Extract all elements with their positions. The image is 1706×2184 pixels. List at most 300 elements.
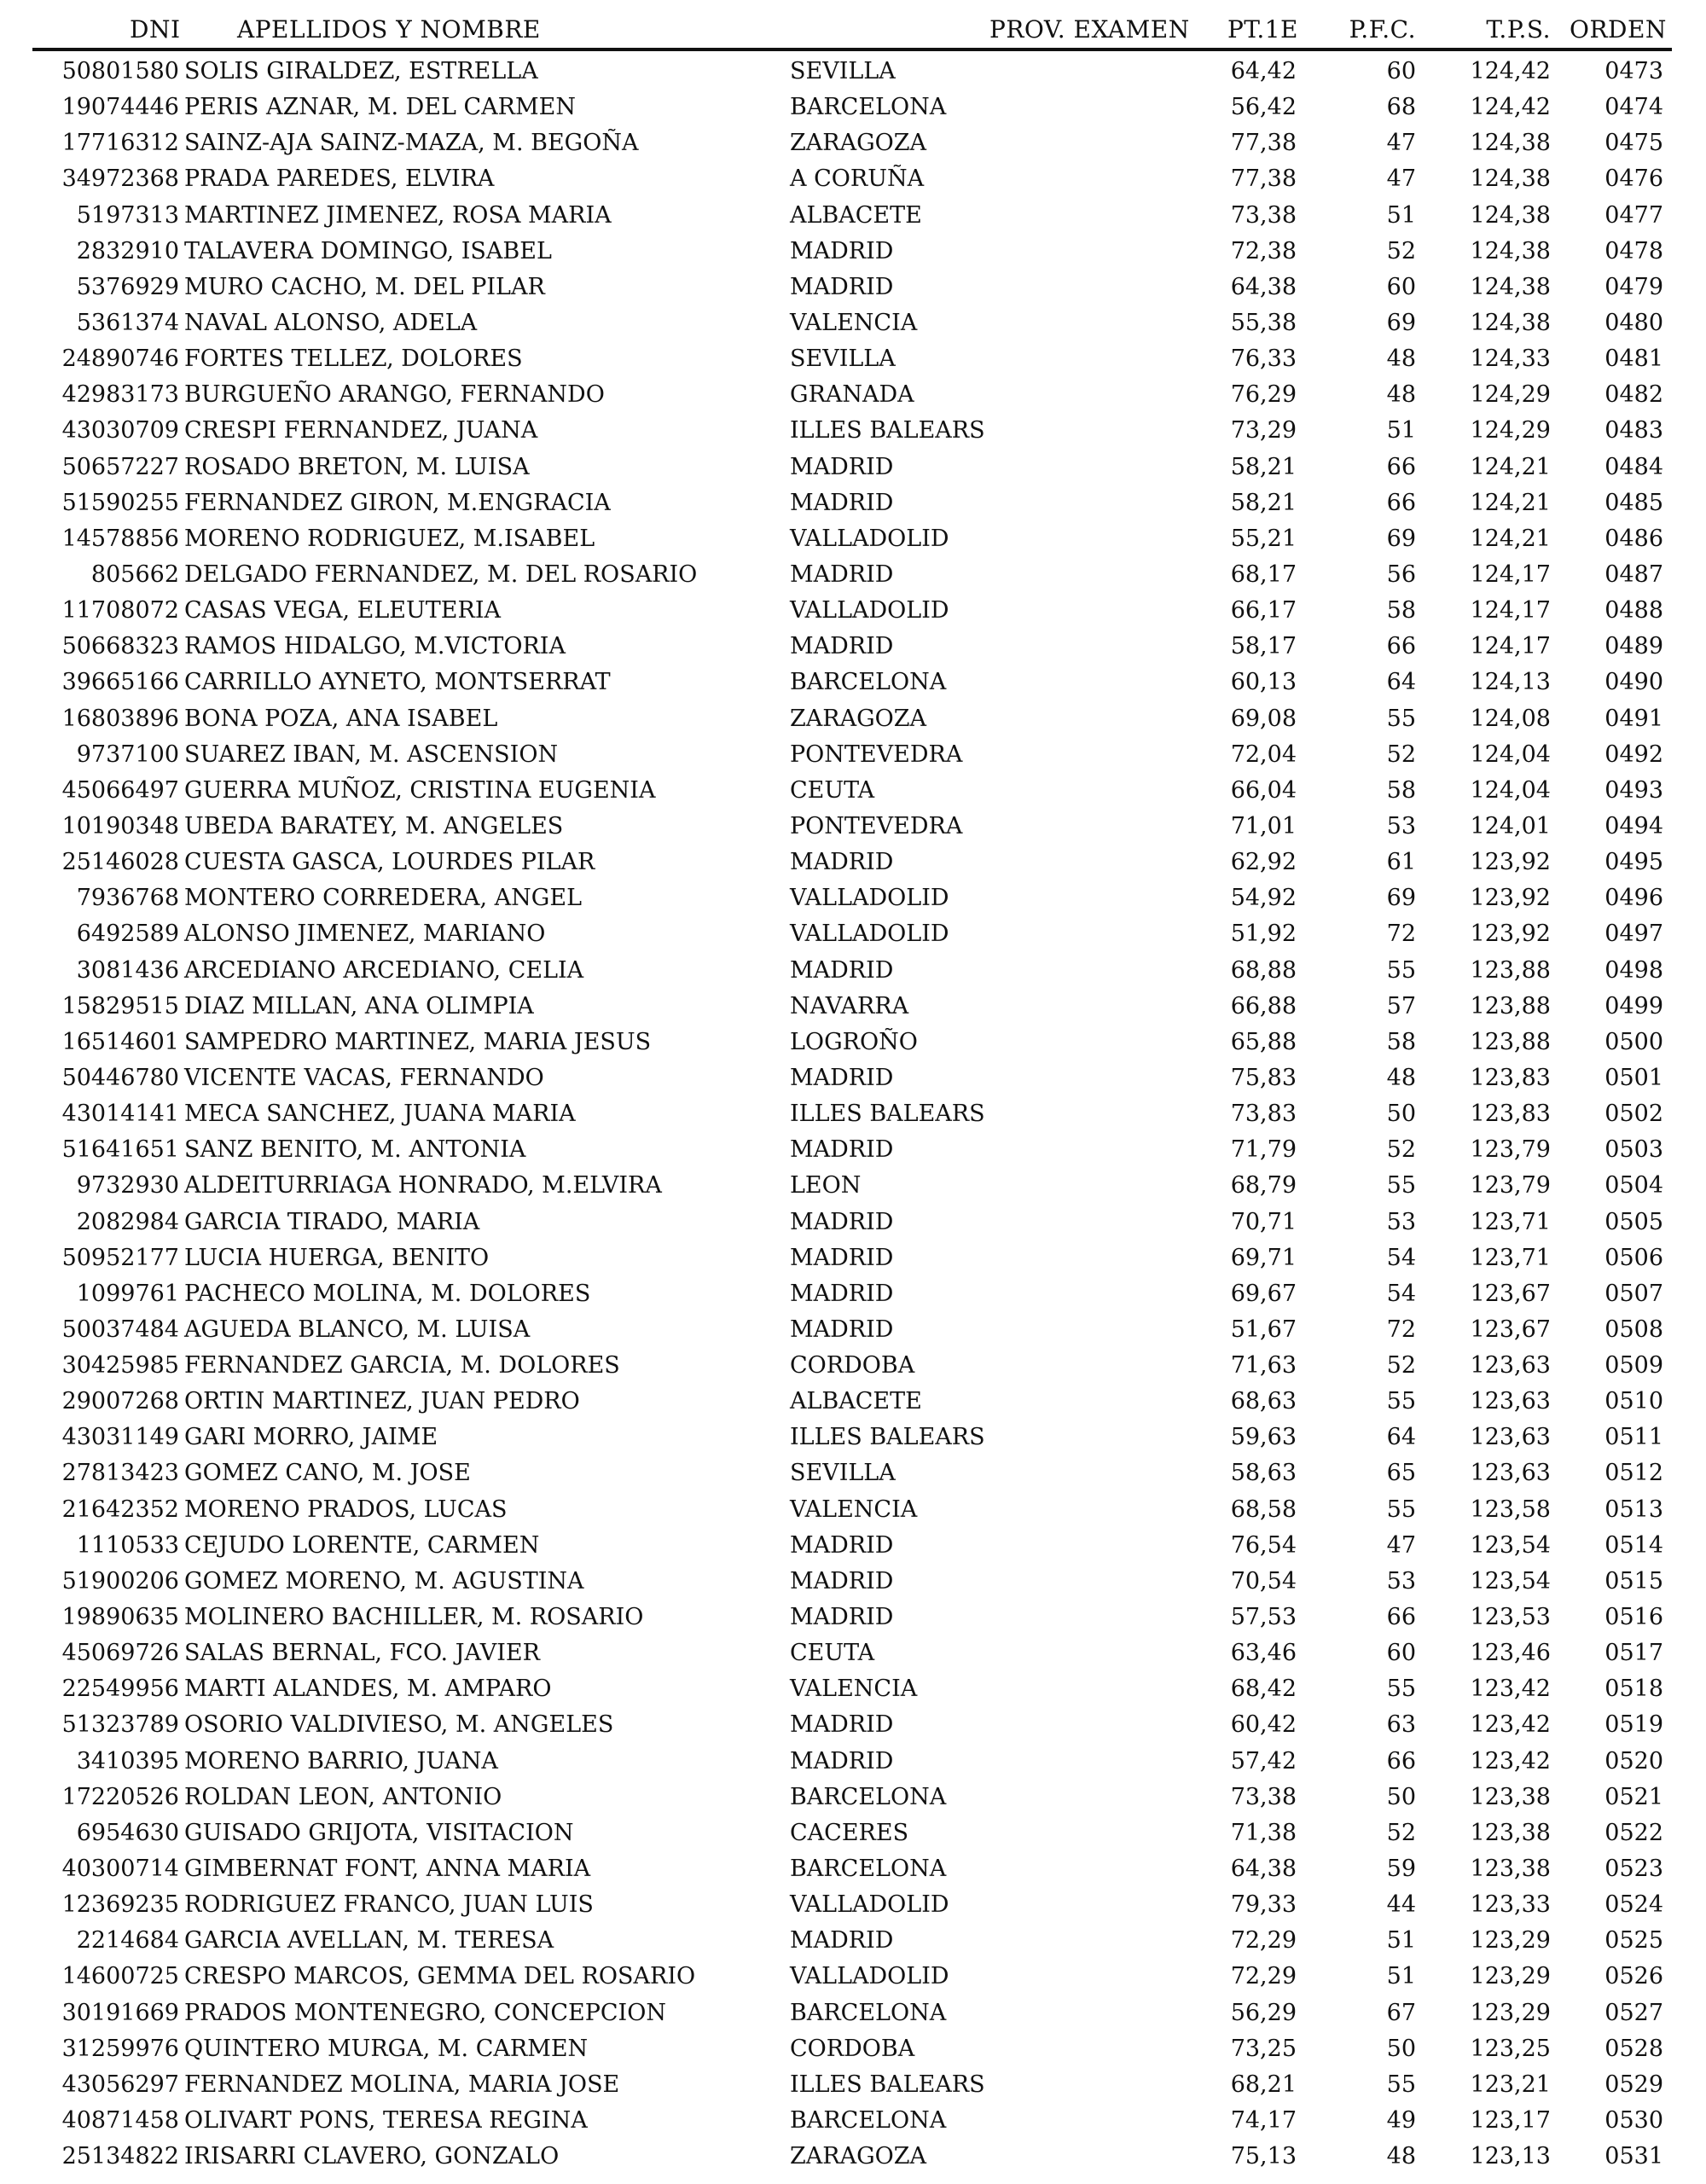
- row-pfc: 47: [1386, 166, 1416, 193]
- row-dni: 34972368: [61, 166, 179, 193]
- row-name: MORENO PRADOS, LUCAS: [184, 1496, 508, 1523]
- row-prov-examen: MADRID: [790, 1244, 894, 1271]
- row-pt1e: 68,21: [1230, 2071, 1297, 2098]
- row-pfc: 58: [1386, 597, 1416, 624]
- row-pt1e: 74,17: [1230, 2107, 1297, 2135]
- table-row: [0, 161, 1706, 197]
- table-row: [0, 54, 1706, 90]
- row-orden: 0510: [1604, 1388, 1663, 1415]
- table-row: [0, 2031, 1706, 2067]
- row-pfc: 69: [1386, 309, 1416, 336]
- row-dni: 5376929: [76, 273, 179, 300]
- row-dni: 2214684: [76, 1927, 179, 1955]
- row-dni: 50446780: [61, 1064, 179, 1091]
- row-prov-examen: VALLADOLID: [790, 525, 949, 552]
- row-pfc: 48: [1386, 381, 1416, 409]
- row-name: DIAZ MILLAN, ANA OLIMPIA: [184, 992, 534, 1019]
- row-tps: 124,17: [1470, 633, 1551, 660]
- row-pfc: 66: [1386, 1604, 1416, 1631]
- row-tps: 123,71: [1470, 1244, 1551, 1271]
- row-prov-examen: VALENCIA: [790, 1496, 918, 1523]
- row-tps: 124,38: [1470, 309, 1551, 336]
- row-pt1e: 58,63: [1230, 1460, 1297, 1487]
- table-row: [0, 1887, 1706, 1923]
- row-pfc: 50: [1386, 1101, 1416, 1128]
- row-orden: 0525: [1604, 1927, 1663, 1955]
- row-pt1e: 73,83: [1230, 1101, 1297, 1128]
- row-dni: 24890746: [61, 346, 179, 373]
- row-pfc: 48: [1386, 2143, 1416, 2170]
- table-row: [0, 665, 1706, 700]
- row-pt1e: 51,92: [1230, 921, 1297, 948]
- row-name: CEJUDO LORENTE, CARMEN: [184, 1531, 540, 1559]
- row-prov-examen: VALLADOLID: [790, 597, 949, 624]
- row-orden: 0509: [1604, 1352, 1663, 1380]
- row-name: MARTINEZ JIMENEZ, ROSA MARIA: [184, 201, 612, 229]
- row-orden: 0489: [1604, 633, 1663, 660]
- row-prov-examen: MADRID: [790, 1064, 894, 1091]
- table-row: [0, 1995, 1706, 2031]
- row-prov-examen: CACERES: [790, 1819, 909, 1846]
- row-prov-examen: NAVARRA: [790, 992, 909, 1019]
- table-row: [0, 773, 1706, 809]
- row-pt1e: 73,38: [1230, 201, 1297, 229]
- row-pt1e: 77,38: [1230, 130, 1297, 157]
- row-name: GARCIA TIRADO, MARIA: [184, 1208, 480, 1235]
- row-orden: 0482: [1604, 381, 1663, 409]
- row-prov-examen: BARCELONA: [790, 1783, 947, 1810]
- row-orden: 0477: [1604, 201, 1663, 229]
- row-pt1e: 76,33: [1230, 346, 1297, 373]
- row-prov-examen: MADRID: [790, 561, 894, 588]
- row-tps: 123,54: [1470, 1567, 1551, 1594]
- row-tps: 123,63: [1470, 1424, 1551, 1451]
- row-tps: 123,58: [1470, 1496, 1551, 1523]
- row-pt1e: 72,29: [1230, 1927, 1297, 1955]
- row-name: ARCEDIANO ARCEDIANO, CELIA: [184, 956, 584, 984]
- row-orden: 0511: [1604, 1424, 1663, 1451]
- row-name: MORENO RODRIGUEZ, M.ISABEL: [184, 525, 595, 552]
- row-name: MONTERO CORREDERA, ANGEL: [184, 885, 583, 912]
- row-pt1e: 70,71: [1230, 1208, 1297, 1235]
- row-dni: 805662: [90, 561, 179, 588]
- row-orden: 0524: [1604, 1891, 1663, 1919]
- row-orden: 0484: [1604, 453, 1663, 480]
- row-orden: 0495: [1604, 849, 1663, 876]
- row-pfc: 72: [1386, 921, 1416, 948]
- row-tps: 124,38: [1470, 237, 1551, 264]
- row-pfc: 48: [1386, 346, 1416, 373]
- row-orden: 0490: [1604, 669, 1663, 696]
- row-pt1e: 71,01: [1230, 812, 1297, 839]
- row-dni: 29007268: [61, 1388, 179, 1415]
- row-pfc: 59: [1386, 1856, 1416, 1883]
- row-tps: 123,53: [1470, 1604, 1551, 1631]
- row-tps: 124,13: [1470, 669, 1551, 696]
- row-dni: 39665166: [61, 669, 179, 696]
- row-orden: 0506: [1604, 1244, 1663, 1271]
- row-prov-examen: PONTEVEDRA: [790, 741, 963, 768]
- table-row: [0, 1384, 1706, 1420]
- row-tps: 123,29: [1470, 1927, 1551, 1955]
- table-row: [0, 593, 1706, 629]
- table-row: [0, 1132, 1706, 1168]
- row-pfc: 66: [1386, 633, 1416, 660]
- row-pfc: 56: [1386, 561, 1416, 588]
- row-pt1e: 64,38: [1230, 1856, 1297, 1883]
- row-prov-examen: MADRID: [790, 237, 894, 264]
- row-orden: 0502: [1604, 1101, 1663, 1128]
- header-name: APELLIDOS Y NOMBRE: [237, 15, 541, 44]
- row-name: VICENTE VACAS, FERNANDO: [184, 1064, 544, 1091]
- row-prov-examen: A CORUÑA: [790, 166, 925, 193]
- row-name: PRADOS MONTENEGRO, CONCEPCION: [184, 1999, 666, 2026]
- row-orden: 0513: [1604, 1496, 1663, 1523]
- row-name: SAMPEDRO MARTINEZ, MARIA JESUS: [184, 1028, 652, 1055]
- row-orden: 0503: [1604, 1136, 1663, 1164]
- row-tps: 123,54: [1470, 1531, 1551, 1559]
- row-tps: 124,04: [1470, 741, 1551, 768]
- row-prov-examen: ALBACETE: [790, 201, 922, 229]
- row-orden: 0523: [1604, 1856, 1663, 1883]
- row-name: ORTIN MARTINEZ, JUAN PEDRO: [184, 1388, 580, 1415]
- row-prov-examen: CEUTA: [790, 1640, 875, 1667]
- row-pfc: 52: [1386, 1136, 1416, 1164]
- row-tps: 124,38: [1470, 166, 1551, 193]
- row-orden: 0519: [1604, 1711, 1663, 1739]
- row-name: ALDEITURRIAGA HONRADO, M.ELVIRA: [184, 1172, 662, 1199]
- row-dni: 14600725: [61, 1963, 179, 1990]
- table-header: [0, 15, 1706, 49]
- row-tps: 124,04: [1470, 776, 1551, 804]
- row-prov-examen: BARCELONA: [790, 1856, 947, 1883]
- row-pfc: 58: [1386, 776, 1416, 804]
- table-row: [0, 953, 1706, 989]
- row-pt1e: 64,42: [1230, 58, 1297, 84]
- row-orden: 0514: [1604, 1531, 1663, 1559]
- row-pfc: 52: [1386, 1352, 1416, 1380]
- row-dni: 10190348: [61, 812, 179, 839]
- table-row: [0, 557, 1706, 593]
- table-row: [0, 270, 1706, 305]
- row-orden: 0480: [1604, 309, 1663, 336]
- row-prov-examen: BARCELONA: [790, 1999, 947, 2026]
- table-row: [0, 1312, 1706, 1348]
- table-row: [0, 521, 1706, 557]
- row-orden: 0512: [1604, 1460, 1663, 1487]
- row-pt1e: 76,54: [1230, 1531, 1297, 1559]
- row-name: NAVAL ALONSO, ADELA: [184, 309, 478, 336]
- row-orden: 0487: [1604, 561, 1663, 588]
- row-prov-examen: MADRID: [790, 1136, 894, 1164]
- row-pfc: 51: [1386, 1963, 1416, 1990]
- table-row: [0, 1959, 1706, 1995]
- row-tps: 123,88: [1470, 1028, 1551, 1055]
- row-dni: 43056297: [61, 2071, 179, 2098]
- row-dni: 30425985: [61, 1352, 179, 1380]
- row-prov-examen: LEON: [790, 1172, 862, 1199]
- row-tps: 123,67: [1470, 1280, 1551, 1307]
- row-tps: 123,42: [1470, 1676, 1551, 1703]
- row-orden: 0476: [1604, 166, 1663, 193]
- row-tps: 124,42: [1470, 58, 1551, 84]
- row-orden: 0474: [1604, 94, 1663, 121]
- row-pfc: 50: [1386, 2035, 1416, 2062]
- table-row: [0, 916, 1706, 952]
- row-dni: 9737100: [76, 741, 179, 768]
- row-pt1e: 57,42: [1230, 1747, 1297, 1774]
- row-pt1e: 66,04: [1230, 776, 1297, 804]
- row-pt1e: 71,79: [1230, 1136, 1297, 1164]
- row-orden: 0481: [1604, 346, 1663, 373]
- row-tps: 123,13: [1470, 2143, 1551, 2170]
- row-dni: 12369235: [61, 1891, 179, 1919]
- table-row: [0, 2067, 1706, 2103]
- row-dni: 50668323: [61, 633, 179, 660]
- row-name: CRESPI FERNANDEZ, JUANA: [184, 417, 538, 444]
- row-name: RAMOS HIDALGO, M.VICTORIA: [184, 633, 566, 660]
- row-name: MARTI ALANDES, M. AMPARO: [184, 1676, 552, 1703]
- row-prov-examen: LOGROÑO: [790, 1028, 918, 1055]
- row-name: MOLINERO BACHILLER, M. ROSARIO: [184, 1604, 644, 1631]
- table-row: [0, 1168, 1706, 1204]
- row-name: SOLIS GIRALDEZ, ESTRELLA: [184, 58, 538, 84]
- row-prov-examen: ZARAGOZA: [790, 705, 927, 732]
- row-pt1e: 72,38: [1230, 237, 1297, 264]
- row-orden: 0507: [1604, 1280, 1663, 1307]
- row-name: GUISADO GRIJOTA, VISITACION: [184, 1819, 574, 1846]
- row-tps: 123,79: [1470, 1136, 1551, 1164]
- row-prov-examen: VALLADOLID: [790, 921, 949, 948]
- row-tps: 123,33: [1470, 1891, 1551, 1919]
- row-orden: 0499: [1604, 992, 1663, 1019]
- row-pt1e: 72,04: [1230, 741, 1297, 768]
- row-tps: 123,83: [1470, 1101, 1551, 1128]
- table-row: [0, 485, 1706, 521]
- table-row: [0, 1600, 1706, 1635]
- table-row: [0, 90, 1706, 125]
- row-pt1e: 68,88: [1230, 956, 1297, 984]
- row-pfc: 52: [1386, 1819, 1416, 1846]
- row-dni: 5197313: [76, 201, 179, 229]
- row-name: MORENO BARRIO, JUANA: [184, 1747, 498, 1774]
- table-row: [0, 880, 1706, 916]
- header-pt1e: PT.1E: [1227, 15, 1298, 44]
- row-tps: 123,83: [1470, 1064, 1551, 1091]
- row-name: ROSADO BRETON, M. LUISA: [184, 453, 530, 480]
- row-pfc: 53: [1386, 1208, 1416, 1235]
- row-orden: 0516: [1604, 1604, 1663, 1631]
- row-name: CUESTA GASCA, LOURDES PILAR: [184, 849, 595, 876]
- table-row: [0, 701, 1706, 737]
- header-prov-examen: PROV. EXAMEN: [989, 15, 1190, 44]
- row-tps: 124,33: [1470, 346, 1551, 373]
- row-dni: 50657227: [61, 453, 179, 480]
- row-tps: 124,38: [1470, 201, 1551, 229]
- row-pfc: 55: [1386, 956, 1416, 984]
- row-prov-examen: ALBACETE: [790, 1388, 922, 1415]
- row-name: BONA POZA, ANA ISABEL: [184, 705, 498, 732]
- row-dni: 51900206: [61, 1567, 179, 1594]
- row-pfc: 66: [1386, 489, 1416, 516]
- row-name: TALAVERA DOMINGO, ISABEL: [184, 237, 552, 264]
- row-pt1e: 51,67: [1230, 1316, 1297, 1343]
- table-row: [0, 1205, 1706, 1240]
- row-name: ROLDAN LEON, ANTONIO: [184, 1783, 502, 1810]
- row-prov-examen: BARCELONA: [790, 94, 947, 121]
- table-row: [0, 1671, 1706, 1707]
- header-dni: DNI: [130, 15, 181, 44]
- row-name: OLIVART PONS, TERESA REGINA: [184, 2107, 588, 2135]
- row-pt1e: 68,17: [1230, 561, 1297, 588]
- row-pfc: 49: [1386, 2107, 1416, 2135]
- row-tps: 124,17: [1470, 597, 1551, 624]
- row-tps: 124,17: [1470, 561, 1551, 588]
- row-dni: 45069726: [61, 1640, 179, 1667]
- row-tps: 123,88: [1470, 992, 1551, 1019]
- row-dni: 16514601: [61, 1028, 179, 1055]
- row-name: GARI MORRO, JAIME: [184, 1424, 438, 1451]
- row-dni: 5361374: [76, 309, 179, 336]
- row-dni: 50037484: [61, 1316, 179, 1343]
- row-pt1e: 69,71: [1230, 1244, 1297, 1271]
- row-orden: 0485: [1604, 489, 1663, 516]
- row-prov-examen: SEVILLA: [790, 58, 896, 84]
- row-tps: 123,63: [1470, 1460, 1551, 1487]
- row-pfc: 60: [1386, 58, 1416, 84]
- row-tps: 124,21: [1470, 489, 1551, 516]
- row-pt1e: 56,42: [1230, 94, 1297, 121]
- row-tps: 124,21: [1470, 525, 1551, 552]
- row-pfc: 55: [1386, 2071, 1416, 2098]
- row-prov-examen: ILLES BALEARS: [790, 1101, 985, 1128]
- row-prov-examen: ZARAGOZA: [790, 130, 927, 157]
- row-tps: 123,88: [1470, 956, 1551, 984]
- row-pt1e: 71,38: [1230, 1819, 1297, 1846]
- row-pt1e: 60,13: [1230, 669, 1297, 696]
- row-name: SAINZ-AJA SAINZ-MAZA, M. BEGOÑA: [184, 130, 639, 157]
- row-prov-examen: MADRID: [790, 1208, 894, 1235]
- row-pfc: 66: [1386, 1747, 1416, 1774]
- row-tps: 123,71: [1470, 1208, 1551, 1235]
- row-orden: 0492: [1604, 741, 1663, 768]
- row-name: RODRIGUEZ FRANCO, JUAN LUIS: [184, 1891, 594, 1919]
- row-orden: 0520: [1604, 1747, 1663, 1774]
- row-dni: 31259976: [61, 2035, 179, 2062]
- row-dni: 43031149: [61, 1424, 179, 1451]
- row-tps: 123,29: [1470, 1999, 1551, 2026]
- row-pt1e: 68,79: [1230, 1172, 1297, 1199]
- row-dni: 6492589: [76, 921, 179, 948]
- row-tps: 124,21: [1470, 453, 1551, 480]
- row-tps: 123,92: [1470, 921, 1551, 948]
- row-dni: 11708072: [61, 597, 179, 624]
- row-tps: 123,25: [1470, 2035, 1551, 2062]
- row-name: SALAS BERNAL, FCO. JAVIER: [184, 1640, 540, 1667]
- row-prov-examen: SEVILLA: [790, 1460, 896, 1487]
- row-prov-examen: VALLADOLID: [790, 885, 949, 912]
- row-pfc: 66: [1386, 453, 1416, 480]
- row-prov-examen: ILLES BALEARS: [790, 2071, 985, 2098]
- row-prov-examen: MADRID: [790, 849, 894, 876]
- row-name: PERIS AZNAR, M. DEL CARMEN: [184, 94, 576, 121]
- row-pfc: 69: [1386, 885, 1416, 912]
- row-pfc: 51: [1386, 201, 1416, 229]
- row-prov-examen: VALLADOLID: [790, 1963, 949, 1990]
- row-orden: 0517: [1604, 1640, 1663, 1667]
- row-dni: 1099761: [76, 1280, 179, 1307]
- row-prov-examen: VALLADOLID: [790, 1891, 949, 1919]
- row-dni: 6954630: [76, 1819, 179, 1846]
- row-pt1e: 76,29: [1230, 381, 1297, 409]
- row-dni: 40871458: [61, 2107, 179, 2135]
- row-prov-examen: BARCELONA: [790, 2107, 947, 2135]
- row-pt1e: 68,63: [1230, 1388, 1297, 1415]
- row-pt1e: 71,63: [1230, 1352, 1297, 1380]
- row-pt1e: 75,13: [1230, 2143, 1297, 2170]
- row-pt1e: 56,29: [1230, 1999, 1297, 2026]
- row-orden: 0491: [1604, 705, 1663, 732]
- row-pt1e: 58,21: [1230, 489, 1297, 516]
- row-orden: 0504: [1604, 1172, 1663, 1199]
- row-orden: 0501: [1604, 1064, 1663, 1091]
- row-dni: 43014141: [61, 1101, 179, 1128]
- row-tps: 124,01: [1470, 812, 1551, 839]
- row-dni: 50801580: [61, 58, 179, 84]
- row-pt1e: 73,38: [1230, 1783, 1297, 1810]
- row-orden: 0494: [1604, 812, 1663, 839]
- table-row: [0, 1780, 1706, 1815]
- row-pfc: 61: [1386, 849, 1416, 876]
- table-row: [0, 1492, 1706, 1528]
- row-prov-examen: CORDOBA: [790, 1352, 915, 1380]
- row-name: GOMEZ CANO, M. JOSE: [184, 1460, 471, 1487]
- row-tps: 124,29: [1470, 381, 1551, 409]
- row-tps: 123,79: [1470, 1172, 1551, 1199]
- row-tps: 123,38: [1470, 1819, 1551, 1846]
- row-name: GARCIA AVELLAN, M. TERESA: [184, 1927, 554, 1955]
- row-prov-examen: ILLES BALEARS: [790, 1424, 985, 1451]
- row-tps: 123,63: [1470, 1388, 1551, 1415]
- table-row: [0, 1528, 1706, 1564]
- row-dni: 51641651: [61, 1136, 179, 1164]
- row-orden: 0508: [1604, 1316, 1663, 1343]
- row-pfc: 60: [1386, 273, 1416, 300]
- row-orden: 0496: [1604, 885, 1663, 912]
- row-pt1e: 69,08: [1230, 705, 1297, 732]
- row-tps: 124,42: [1470, 94, 1551, 121]
- table-row: [0, 125, 1706, 161]
- row-dni: 16803896: [61, 705, 179, 732]
- row-pfc: 51: [1386, 417, 1416, 444]
- row-prov-examen: MADRID: [790, 453, 894, 480]
- row-pfc: 64: [1386, 669, 1416, 696]
- table-row: [0, 1348, 1706, 1384]
- row-pfc: 57: [1386, 992, 1416, 1019]
- row-dni: 19074446: [61, 94, 179, 121]
- row-dni: 42983173: [61, 381, 179, 409]
- row-pt1e: 68,58: [1230, 1496, 1297, 1523]
- header-rule: [32, 48, 1672, 51]
- row-dni: 9732930: [76, 1172, 179, 1199]
- row-dni: 14578856: [61, 525, 179, 552]
- row-prov-examen: GRANADA: [790, 381, 914, 409]
- row-pfc: 64: [1386, 1424, 1416, 1451]
- row-pfc: 54: [1386, 1280, 1416, 1307]
- row-pfc: 58: [1386, 1028, 1416, 1055]
- row-pfc: 44: [1386, 1891, 1416, 1919]
- table-row: [0, 1025, 1706, 1060]
